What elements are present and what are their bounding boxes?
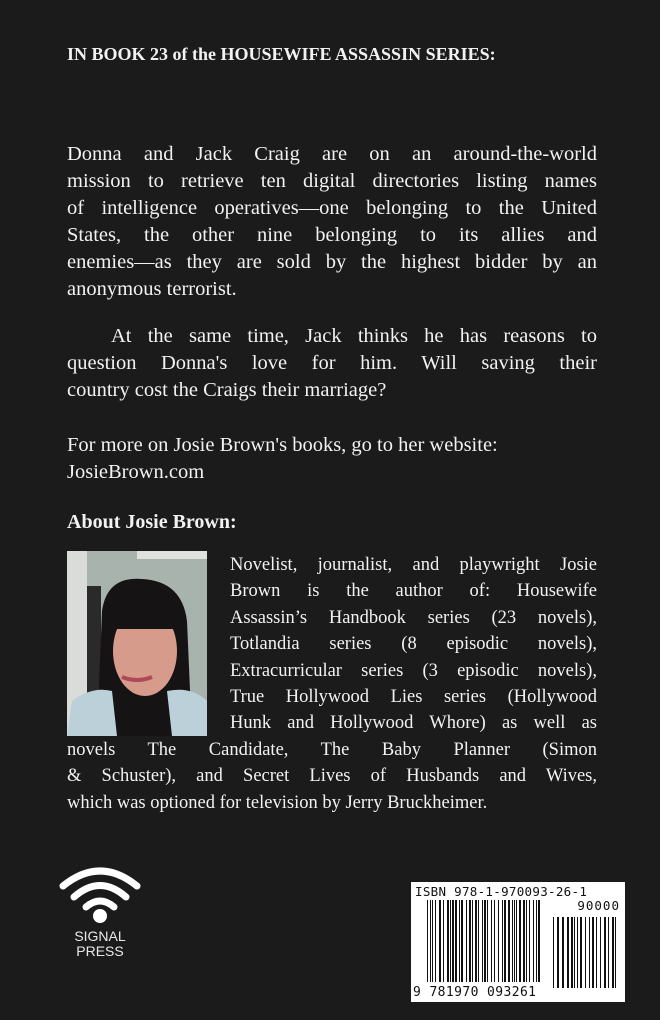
barcode-bar — [529, 900, 530, 982]
barcode-bar — [608, 917, 609, 988]
text-line: States, the other nine belonging to its allies and — [67, 224, 597, 246]
barcode-bar — [577, 917, 578, 988]
barcode-bar — [508, 900, 510, 982]
author-bio-wrapped — [230, 552, 597, 737]
barcode-bar — [533, 900, 534, 982]
barcode-bar — [557, 917, 559, 988]
text-line: Totlandia series (8 episodic novels), — [230, 634, 597, 655]
barcode-bar — [452, 900, 454, 982]
barcode-bar — [516, 900, 517, 982]
series-heading: IN BOOK 23 of the HOUSEWIFE ASSASSIN SERIES: — [67, 44, 496, 64]
text-line: True Hollywood Lies series (Hollywood — [230, 686, 597, 707]
website-link: JosieBrown.com — [67, 461, 205, 483]
barcode-bar — [600, 917, 601, 988]
barcode-bar — [604, 917, 606, 988]
barcode-bar — [553, 917, 554, 988]
text-line: Donna and Jack Craig are on an around-the-world — [67, 143, 597, 165]
barcode-bar — [472, 900, 473, 982]
barcode-bar — [459, 900, 460, 982]
text-line: novels The Candidate, The Baby Planner (Simon — [67, 740, 597, 760]
text-line: Novelist, journalist, and playwright Josie — [230, 555, 597, 575]
barcode-bar — [512, 900, 513, 982]
barcode-bar — [469, 900, 471, 982]
barcode-bar — [571, 917, 573, 988]
text-line: country cost the Craigs their marriage? — [67, 379, 387, 401]
barcode-bar — [596, 917, 597, 988]
barcode-bar — [574, 917, 575, 988]
text-line: & Schuster), and Secret Lives of Husbands and Wives, — [67, 766, 597, 787]
barcode-bar — [526, 900, 527, 982]
barcode-bar — [439, 900, 441, 982]
text-line: mission to retrieve ten digital directories listing names — [67, 170, 597, 192]
text-line: Brown is the author of: Housewife — [230, 581, 597, 602]
barcode-bar — [450, 900, 451, 982]
about-heading: About Josie Brown: — [67, 511, 237, 533]
text-line: At the same time, Jack thinks he has reasons to — [111, 325, 597, 347]
barcode-bar — [536, 900, 537, 982]
barcode-bar — [491, 900, 492, 982]
publisher-name-line2: PRESS — [76, 943, 124, 959]
barcode-bar — [487, 900, 488, 982]
synopsis-paragraph-2 — [67, 323, 597, 404]
synopsis-paragraph-1 — [67, 141, 597, 303]
barcode-bar — [562, 917, 564, 988]
barcode-bar — [580, 917, 582, 988]
publisher-name-line1: SIGNAL — [74, 928, 126, 944]
barcode-bar — [502, 900, 503, 982]
barcode-bar — [478, 900, 479, 982]
author-photo — [67, 551, 207, 736]
barcode-bar — [435, 900, 436, 982]
text-line: For more on Josie Brown's books, go to her website: — [67, 434, 498, 456]
text-line: enemies—as they are sold by the highest bidder by an — [67, 251, 597, 273]
barcode-bar — [514, 900, 515, 982]
barcode-bar — [519, 900, 521, 982]
price-addon: 90000 — [577, 898, 620, 913]
barcode-bar — [523, 900, 525, 982]
barcode-bar — [615, 917, 616, 988]
text-line: of intelligence operatives—one belonging to the United — [67, 197, 597, 219]
ean-number: 9 781970 093261 — [413, 985, 537, 1000]
barcode-bar — [461, 900, 463, 982]
barcode-bar — [455, 900, 457, 982]
isbn-number: ISBN 978-1-970093-26-1 — [415, 884, 588, 899]
barcode-bar — [430, 900, 431, 982]
barcode-bar — [585, 917, 586, 988]
barcode-bar — [589, 917, 590, 988]
isbn-barcode — [411, 882, 625, 1002]
text-line: anonymous terrorist. — [67, 278, 237, 300]
barcode-bar — [592, 917, 594, 988]
barcode-bar — [482, 900, 483, 982]
barcode-bar — [466, 900, 467, 982]
text-line: Hunk and Hollywood Whore) as well as — [230, 713, 597, 734]
text-line: question Donna's love for him. Will saving their — [67, 352, 597, 374]
barcode-bar — [447, 900, 449, 982]
barcode-bar — [612, 917, 614, 988]
barcode-bar — [504, 900, 506, 982]
barcode-bar — [498, 900, 499, 982]
publisher-logo — [55, 862, 145, 959]
barcode-bars — [411, 882, 625, 1002]
author-bio-full — [67, 737, 597, 816]
text-line: which was optioned for television by Jerry Bruckheimer. — [67, 792, 488, 813]
barcode-bar — [494, 900, 495, 982]
text-line: Extracurricular series (3 episodic novels), — [230, 660, 597, 681]
text-line: Assassin’s Handbook series (23 novels), — [230, 607, 597, 628]
barcode-bar — [475, 900, 477, 982]
wifi-signal-icon — [55, 862, 145, 924]
barcode-bar — [538, 900, 540, 982]
barcode-bar — [567, 917, 569, 988]
barcode-bar — [443, 900, 444, 982]
barcode-bar — [432, 900, 433, 982]
barcode-bar — [427, 900, 428, 982]
barcode-bar — [484, 900, 486, 982]
website-paragraph — [67, 432, 597, 486]
